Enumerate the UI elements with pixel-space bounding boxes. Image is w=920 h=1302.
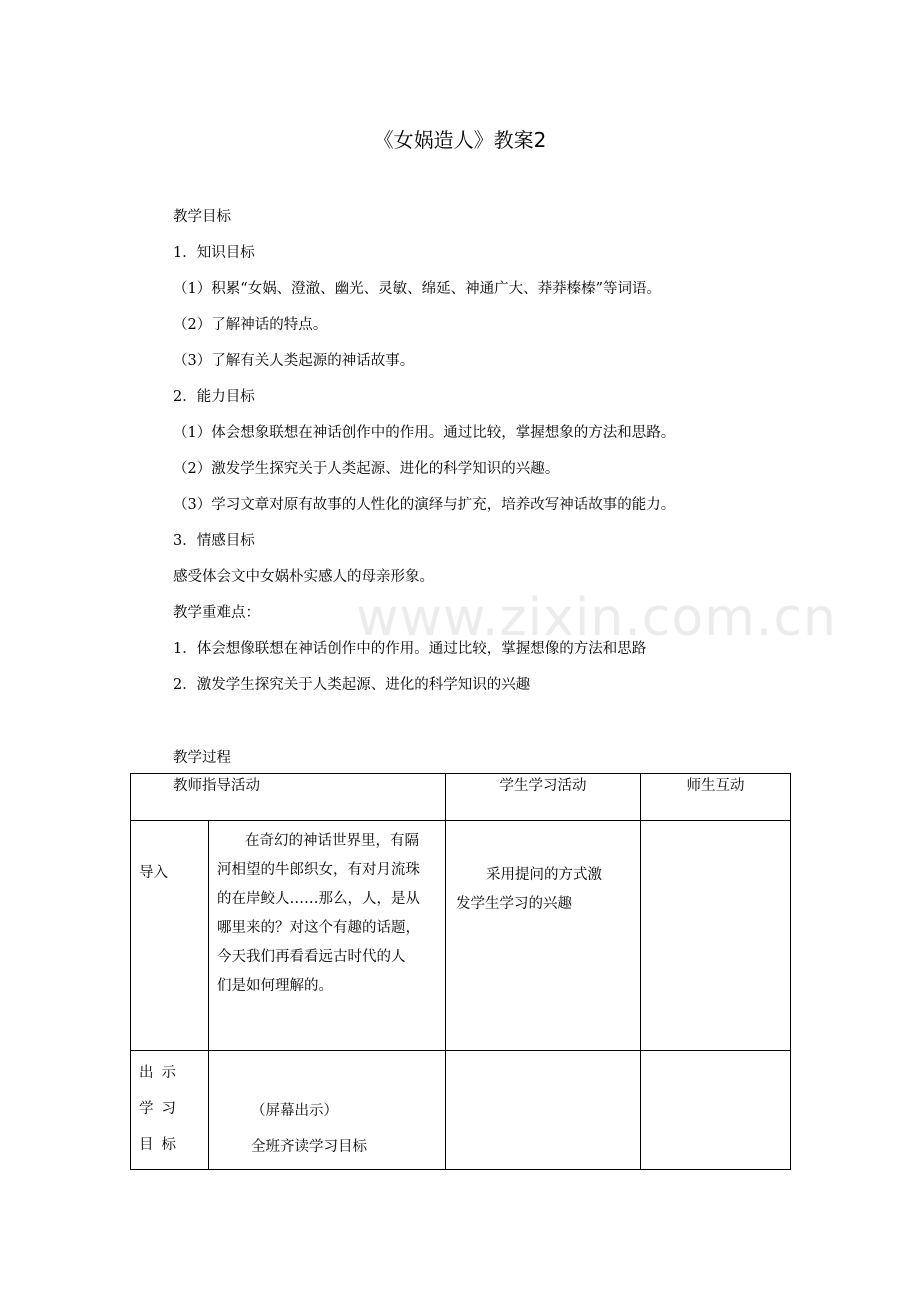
list-item: （1）体会想象联想在神话创作中的作用。通过比较，掌握想象的方法和思路。 [173,425,676,441]
subheading-ability: 2．能力目标 [173,389,255,405]
student-line: 发学生学习的兴趣 [456,896,572,912]
list-item: （2）激发学生探究关于人类起源、进化的科学知识的兴趣。 [173,461,560,477]
section-heading-process: 教学过程 [173,750,231,766]
student-activity-cell [446,821,641,1051]
page-title: 《女娲造人》教案2 [373,128,547,152]
teacher-line: 全班齐读学习目标 [251,1139,367,1155]
watermark: www.zixin.com.cn [356,588,837,648]
row-label-text: 学习 [139,1101,184,1117]
row-label-text: 出示 [139,1065,184,1081]
teacher-activity-cell [209,821,446,1051]
list-item: 2．激发学生探究关于人类起源、进化的科学知识的兴趣 [173,677,531,693]
table-row [131,1051,791,1170]
teacher-line: 河相望的牛郎织女，有对月流珠 [217,862,420,878]
list-item: （3）学习文章对原有故事的人性化的演绎与扩充，培养改写神话故事的能力。 [173,497,676,513]
section-heading-key-points: 教学重难点： [173,605,260,621]
student-activity-cell [446,1051,641,1170]
table-header-row [131,774,791,821]
teacher-line: 今天我们再看看远古时代的人 [217,949,406,965]
subheading-knowledge: 1．知识目标 [173,245,255,261]
section-heading-goals: 教学目标 [173,209,231,225]
teacher-activity-cell [209,1051,446,1170]
table-row [131,821,791,1051]
list-item: 1．体会想像联想在神话创作中的作用。通过比较，掌握想像的方法和思路 [173,641,647,657]
process-table [130,773,791,1170]
row-label [131,821,209,1051]
student-line: 采用提问的方式激 [486,867,602,883]
interaction-cell [641,1051,791,1170]
list-item: （2）了解神话的特点。 [173,317,328,333]
row-label-text: 导入 [139,865,168,881]
teacher-line: 在奇幻的神话世界里，有隔 [245,833,419,849]
teacher-line: （屏幕出示） [251,1103,338,1119]
row-label-text: 目标 [139,1137,184,1153]
list-item: （3）了解有关人类起源的神话故事。 [173,353,415,369]
paragraph: 感受体会文中女娲朴实感人的母亲形象。 [173,569,434,585]
teacher-line: 的在岸鲛人……那么，人，是从 [217,891,420,907]
subheading-emotion: 3．情感目标 [173,533,255,549]
header-teacher: 教师指导活动 [131,774,446,821]
teacher-line: 哪里来的？对这个有趣的话题， [217,920,420,936]
header-student: 学生学习活动 [446,774,641,821]
header-interaction: 师生互动 [641,774,791,821]
interaction-cell [641,821,791,1051]
list-item: （1）积累“女娲、澄澈、幽光、灵敏、绵延、神通广大、莽莽榛榛”等词语。 [173,281,662,297]
row-label [131,1051,209,1170]
teacher-line: 们是如何理解的。 [217,978,333,994]
